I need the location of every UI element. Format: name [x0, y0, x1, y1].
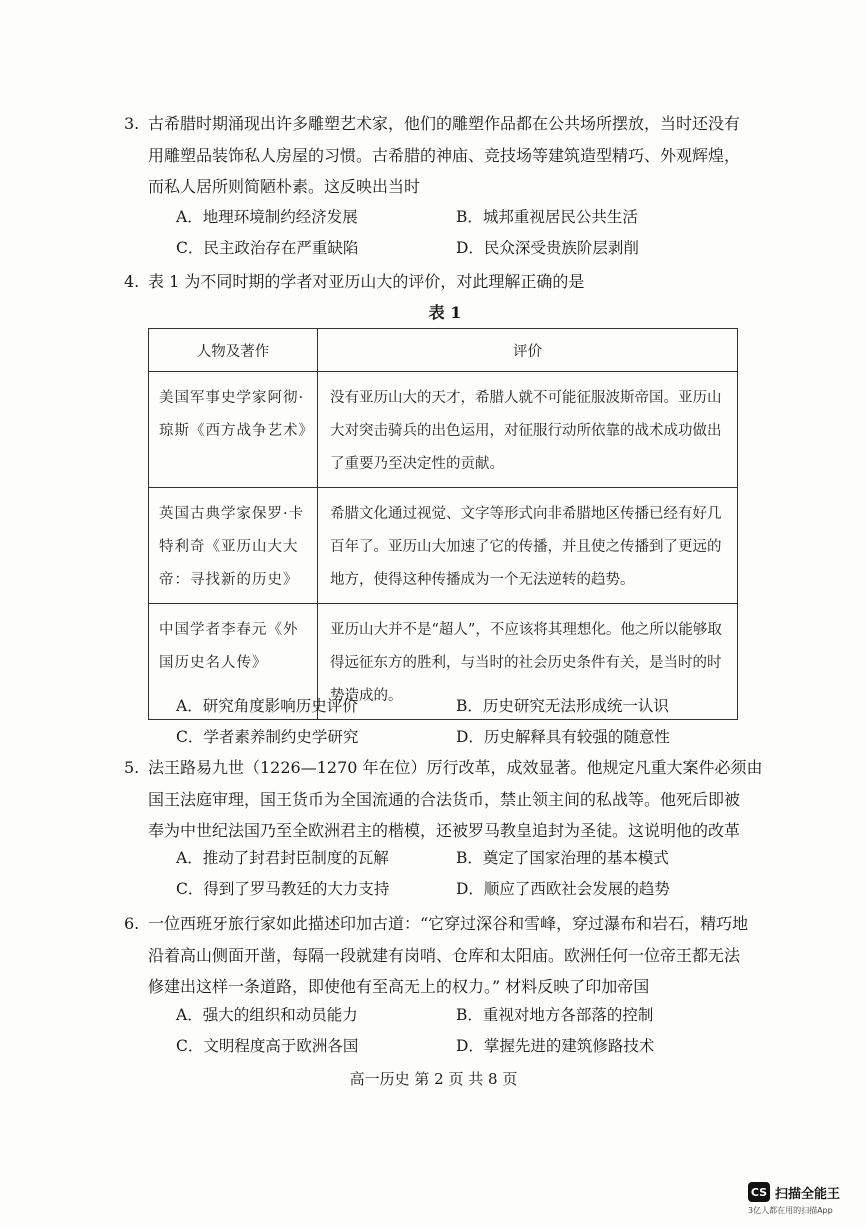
option-b: B．历史研究无法形成统一认识	[456, 697, 669, 715]
question-6	[124, 908, 768, 1003]
table-row	[149, 488, 738, 604]
option-a: A．研究角度影响历史评价	[176, 697, 358, 715]
option-d: D．民众深受贵族阶层剥削	[456, 239, 639, 257]
question-stem-line: 表 1 为不同时期的学者对亚历山大的评价，对此理解正确的是	[148, 272, 585, 291]
question-number: 3.	[124, 114, 140, 133]
question-stem-line: 法王路易九世（1226—1270 年在位）厉行改革，成效显著。他规定凡重大案件必须由	[148, 758, 763, 777]
question-stem-line: 用雕塑品装饰私人房屋的习惯。古希腊的神庙、竞技场等建筑造型精巧、外观辉煌，	[148, 145, 741, 165]
question-5-options	[176, 846, 736, 908]
option-c: C．文明程度高于欧洲各国	[176, 1037, 359, 1055]
table-cell-evaluation: 亚历山大并不是“超人”，不应该将其理想化。他之所以能够取得远征东方的胜利，与当时的社会历史条件有关，是当时的时势造成的。	[318, 604, 738, 720]
watermark-name: 扫描全能王	[775, 1186, 841, 1202]
question-number: 6.	[124, 914, 140, 933]
question-number: 5.	[124, 758, 140, 777]
question-stem-line: 奉为中世纪法国乃至全欧洲君主的楷模，还被罗马教皇追封为圣徒。这说明他的改革	[148, 821, 741, 840]
question-4	[124, 266, 768, 298]
question-stem-line: 沿着高山侧面开凿，每隔一段就建有岗哨、仓库和太阳庙。欧洲任何一位帝王都无法	[148, 945, 741, 965]
option-b: B．重视对地方各部落的控制	[456, 1006, 654, 1024]
question-number: 4.	[124, 272, 140, 291]
table-1	[148, 328, 738, 720]
option-d: D．顺应了西欧社会发展的趋势	[456, 880, 670, 898]
question-5	[124, 752, 768, 847]
question-3-options	[176, 205, 736, 267]
page-footer: 高一历史 第 2 页 共 8 页	[349, 1070, 518, 1088]
question-3	[124, 108, 768, 203]
option-a: A．强大的组织和动员能力	[176, 1006, 358, 1024]
question-stem-line: 古希腊时期涌现出许多雕塑艺术家，他们的雕塑作品都在公共场所摆放，当时还没有	[148, 114, 741, 133]
table-caption: 表 1	[428, 303, 462, 322]
option-d: D．掌握先进的建筑修路技术	[456, 1037, 655, 1055]
option-c: C．学者素养制约史学研究	[176, 728, 359, 746]
question-stem-line: 修建出这样一条道路，即使他有至高无上的权力。” 材料反映了印加帝国	[148, 977, 650, 996]
camscanner-logo-icon: CS	[748, 1182, 770, 1202]
table-cell-author: 美国军事史学家阿彻·琼斯《西方战争艺术》	[149, 372, 318, 488]
table-cell-evaluation: 希腊文化通过视觉、文字等形式向非希腊地区传播已经有好几百年了。亚历山大加速了它的传播，并且使之传播到了更远的地方，使得这种传播成为一个无法逆转的趋势。	[318, 488, 738, 604]
table-header-cell: 人物及著作	[149, 329, 318, 372]
option-c: C．得到了罗马教廷的大力支持	[176, 880, 390, 898]
table-cell-author: 中国学者李春元《外国历史名人传》	[149, 604, 318, 720]
option-c: C．民主政治存在严重缺陷	[176, 239, 359, 257]
option-a: A．地理环境制约经济发展	[176, 208, 358, 226]
option-d: D．历史解释具有较强的随意性	[456, 728, 670, 746]
question-stem-line: 而私人居所则简陋朴素。这反映出当时	[148, 177, 421, 196]
table-header-cell: 评价	[318, 329, 738, 372]
option-b: B．城邦重视居民公共生活	[456, 208, 638, 226]
question-stem-line: 一位西班牙旅行家如此描述印加古道：“它穿过深谷和雪峰，穿过瀑布和岩石，精巧地	[148, 914, 749, 933]
question-stem-line: 国王法庭审理，国王货币为全国流通的合法货币，禁止领主间的私战等。他死后即被	[148, 789, 741, 809]
option-b: B．奠定了国家治理的基本模式	[456, 849, 669, 867]
table-cell-author: 英国古典学家保罗·卡特利奇《亚历山大大帝：寻找新的历史》	[149, 488, 318, 604]
question-6-options	[176, 1003, 736, 1065]
table-header-row	[149, 329, 738, 372]
watermark-tagline: 3亿人都在用的扫描App	[748, 1206, 833, 1215]
table-row	[149, 372, 738, 488]
scanner-watermark	[748, 1182, 840, 1202]
question-4-options	[176, 694, 736, 756]
table-cell-evaluation: 没有亚历山大的天才，希腊人就不可能征服波斯帝国。亚历山大对突击骑兵的出色运用，对征服行动所依靠的战术成功做出了重要乃至决定性的贡献。	[318, 372, 738, 488]
option-a: A．推动了封君封臣制度的瓦解	[176, 849, 389, 867]
